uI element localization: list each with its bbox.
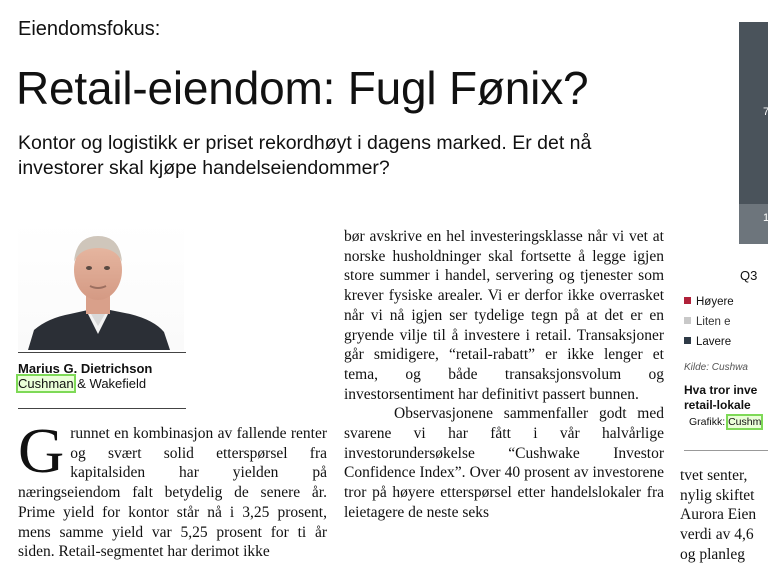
legend-swatch	[684, 317, 691, 324]
legend-swatch	[684, 297, 691, 304]
body-line: verdi av 4,6	[680, 526, 754, 544]
chart-bottom-rule	[684, 450, 768, 451]
legend-swatch	[684, 337, 691, 344]
legend-item	[684, 316, 731, 328]
body-paragraph: bør avskrive en hel investeringsklasse når vi vet at norske husholdninger skal fortsette å legge igjen store summer i handel, servering og tjenester som krever fysiske arealer. Vi er derfor ikke overrasket når vi nå igjen ser tydelige tegn på at det er en gryende vilje til å investere i retail. Transaksjoner går smidigere, “retail-rabatt” er ikke lenger et tema, og både transaksjonsvolum og investorsentiment har definitivt passert bunnen.	[344, 228, 664, 403]
body-column-3	[680, 466, 768, 565]
chart-value-label: 1	[763, 212, 769, 224]
chart-caption-line: Hva tror inve	[684, 383, 758, 397]
headline: Retail-eiendom: Fugl Fønix?	[16, 62, 589, 114]
chart-source: Kilde: Cushwa	[684, 362, 748, 373]
author-organization	[18, 376, 146, 391]
legend-label: Høyere	[696, 296, 734, 308]
body-column-2	[344, 227, 664, 523]
legend-item	[684, 336, 731, 348]
kicker: Eiendomsfokus:	[18, 18, 161, 40]
author-top-rule	[18, 352, 186, 353]
body-line: og planleg	[680, 545, 745, 563]
chart-credit	[689, 416, 761, 428]
body-paragraph: runnet en kombinasjon av fallende renter og svært solid etterspørsel fra kapitalsiden har yielden på næringseiendom falt betydelig de senere år. Prime yield for kontor står nå i 3,25 prosent, mens samme yield var 5,25 prosent for ti år siden. Retail-segmentet har derimot ikke	[18, 425, 327, 561]
chart-bar-segment	[739, 204, 768, 244]
body-column-1	[18, 415, 327, 562]
drop-cap: G	[18, 415, 65, 486]
chart-x-label: Q3	[740, 268, 758, 283]
chart-caption	[684, 383, 757, 413]
body-paragraph: Observasjonene sammenfaller godt med svarene vi har fått i vår halvårlige investorundersøkelse “Cushwake Investor Confidence Index”. Over 40 prosent av investorene tror på høyere etterspørsel etter handelslokaler fra leietagere de neste seks	[344, 405, 664, 521]
highlighted-credit: Cushm	[728, 416, 762, 428]
credit-prefix: Grafikk:	[689, 416, 729, 428]
highlighted-org-name: Cushman	[18, 376, 74, 391]
body-line: tvet senter,	[680, 467, 748, 484]
legend-label: Liten e	[696, 316, 731, 328]
legend-item	[684, 296, 734, 308]
legend-label: Lavere	[696, 336, 732, 348]
author-photo	[18, 222, 184, 350]
body-line: nylig skiftet	[680, 486, 755, 504]
org-name-rest: & Wakefield	[73, 376, 147, 391]
chart-caption-line: retail-lokale	[684, 398, 751, 412]
author-name: Marius G. Dietrichson	[18, 361, 153, 376]
chart-value-label: 7	[763, 106, 769, 118]
standfirst: Kontor og logistikk er priset rekordhøyt i dagens marked. Er det nå investorer skal kjøpe handelseiendommer?	[18, 132, 592, 179]
author-bottom-rule	[18, 408, 186, 409]
body-line: Aurora Eien	[680, 506, 757, 524]
